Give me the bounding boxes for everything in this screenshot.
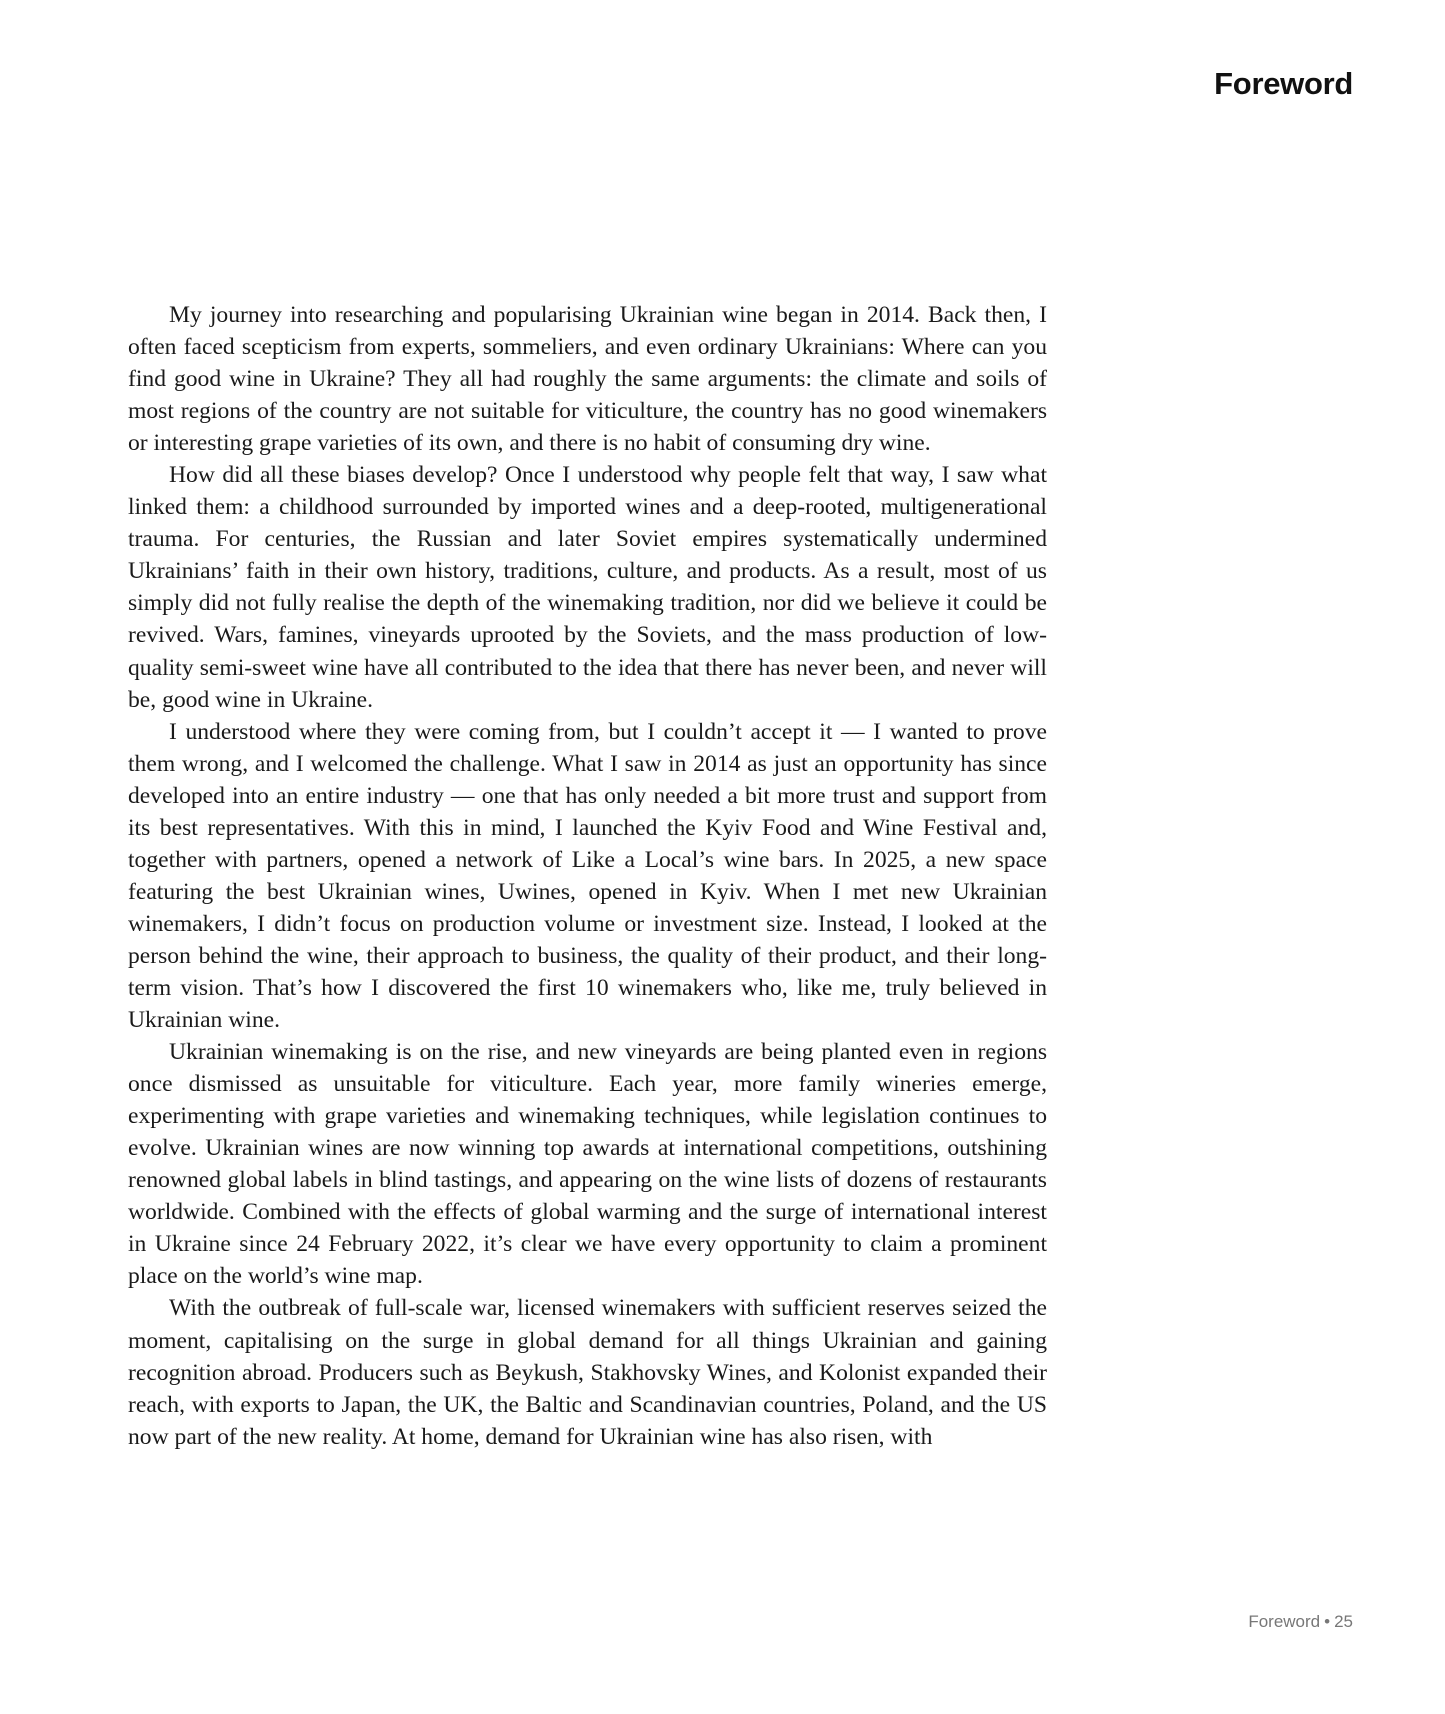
paragraph: How did all these biases develop? Once I understood why people felt that way, I saw what linked them: a childhood surrounded by imported wines and a deep-rooted, multigenerational trauma. For centuries, the Russian and later Soviet empires systematically undermined Ukrainians’ faith in their own history, traditions, culture, and products. As a result, most of us simply did not fully realise the depth of the winemaking tradition, nor did we believe it could be revived. Wars, famines, vineyards uprooted by the Soviets, and the mass production of low-quality semi-sweet wine have all contributed to the idea that there has never been, and never will be, good wine in Ukraine. bbox=[128, 462, 1047, 713]
footer-separator: • bbox=[1324, 1612, 1331, 1631]
footer-section-label: Foreword bbox=[1248, 1612, 1321, 1631]
page-number: 25 bbox=[1334, 1612, 1353, 1631]
paragraph: I understood where they were coming from, but I couldn’t accept it — I wanted to prove them wrong, and I welcomed the challenge. What I saw in 2014 as just an opportunity has since developed into an entire industry — one that has only needed a bit more trust and support from its best representatives. With this in mind, I launched the Kyiv Food and Wine Festival and, together with partners, opened a network of Like a Local’s wine bars. In 2025, a new space featuring the best Ukrainian wines, Uwines, opened in Kyiv. When I met new Ukrainian winemakers, I didn’t focus on production volume or investment size. Instead, I looked at the person behind the wine, their approach to business, the quality of their product, and their long-term vision. That’s how I discovered the first 10 winemakers who, like me, truly believed in Ukrainian wine. bbox=[128, 718, 1047, 1034]
body-text bbox=[128, 299, 1047, 1453]
paragraph: Ukrainian winemaking is on the rise, and new vineyards are being planted even in regions once dismissed as unsuitable for viticulture. Each year, more family wineries emerge, experimenting with grape varieties and winemaking techniques, while legislation continues to evolve. Ukrainian wines are now winning top awards at international competitions, outshining renowned global labels in blind tastings, and appearing on the wine lists of dozens of restaurants worldwide. Combined with the effects of global warming and the surge of international interest in Ukraine since 24 February 2022, it’s clear we have every opportunity to claim a prominent place on the world’s wine map. bbox=[128, 1039, 1047, 1290]
paragraph: My journey into researching and popularising Ukrainian wine began in 2014. Back then, I often faced scepticism from experts, sommeliers, and even ordinary Ukrainians: Where can you find good wine in Ukraine? They all had roughly the same arguments: the climate and soils of most regions of the country are not suitable for viticulture, the country has no good winemakers or interesting grape varieties of its own, and there is no habit of consuming dry wine. bbox=[128, 302, 1047, 457]
running-footer bbox=[1248, 1612, 1353, 1632]
page-title: Foreword bbox=[1214, 66, 1353, 101]
paragraph: With the outbreak of full-scale war, licensed winemakers with sufficient reserves seized the moment, capitalising on the surge in global demand for all things Ukrainian and gaining recognition abroad. Producers such as Beykush, Stakhovsky Wines, and Kolonist expanded their reach, with exports to Japan, the UK, the Baltic and Scandinavian countries, Poland, and the US now part of the new reality. At home, demand for Ukrainian wine has also risen, with bbox=[128, 1295, 1047, 1450]
